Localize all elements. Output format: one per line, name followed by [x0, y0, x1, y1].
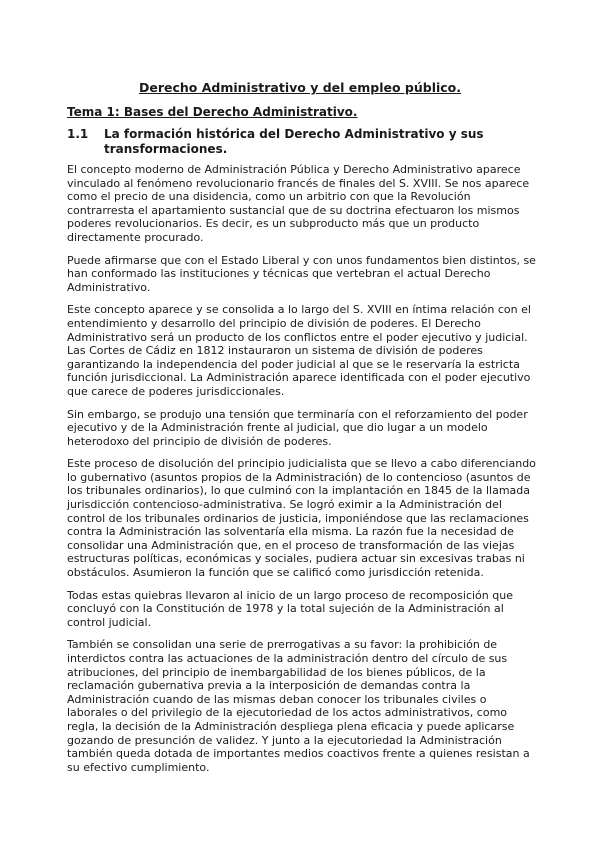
section-heading	[67, 127, 537, 157]
document-title: Derecho Administrativo y del empleo público.	[138, 80, 462, 95]
paragraph: Este proceso de disolución del principio judicialista que se llevo a cabo diferenciando lo gubernativo (asuntos propios de la Administración) de lo contencioso (asuntos de los tribunales ordinarios), lo que culminó con la implantación en 1845 de la llamada jurisdicción contencioso-administrativa. Se logró eximir a la Administración del control de los tribunales ordinarios de justicia, imponiéndose que las reclamaciones contra la Administración las solventaría ella misma. La razón fue la necesidad de consolidar una Administración que, en el proceso de transformación de las viejas estructuras políticas, económicas y sociales, pudiera actuar sin excesivas trabas ni obstáculos. Asumieron la función que se calificó como jurisdicción retenida.	[67, 457, 536, 580]
section-title-text: La formación histórica del Derecho Administrativo y sus transformaciones.	[104, 127, 484, 156]
section-number: 1.1	[67, 127, 89, 141]
paragraph: El concepto moderno de Administración Pública y Derecho Administrativo aparece vinculado al fenómeno revolucionario francés de finales del S. XVIII. Se nos aparece como el precio de una disidencia, como un arbitrio con que la Revolución contrarresta el apartamiento sustancial que de su doctrina efectuaron los mismos poderes revolucionarios. Es decir, es un subproducto más que un producto directamente procurado.	[67, 163, 530, 244]
paragraph: También se consolidan una serie de prerrogativas a su favor: la prohibición de interdictos contra las actuaciones de la administración dentro del círculo de sus atribuciones, del principio de inembargabilidad de los bienes públicos, de la reclamación gubernativa previa a la interposición de demandas contra la Administración cuando de las mismas deban conocer los tribunales civiles o laborales o del privilegio de la ejecutoriedad de los actos administrativos, como regla, la decisión de la Administración despliega plena eficacia y puede aplicarse gozando de presunción de validez. Y junto a la ejecutoriedad la Administración también queda dotada de importantes medios coactivos frente a quienes resistan a su efectivo cumplimiento.	[67, 638, 530, 774]
document-body	[67, 163, 537, 783]
paragraph: Puede afirmarse que con el Estado Liberal y con unos fundamentos bien distintos, se han conformado las instituciones y técnicas que vertebran el actual Derecho Administrativo.	[67, 253, 536, 294]
paragraph: Sin embargo, se produjo una tensión que terminaría con el reforzamiento del poder ejecutivo y de la Administración frente al judicial, que dio lugar a un modelo heterodoxo del principio de división de poderes.	[67, 407, 528, 448]
paragraph: Todas estas quiebras llevaron al inicio de un largo proceso de recomposición que concluyó con la Constitución de 1978 y la total sujeción de la Administración al control judicial.	[67, 588, 513, 629]
paragraph: Este concepto aparece y se consolida a lo largo del S. XVIII en íntima relación con el entendimiento y desarrollo del principio de división de poderes. El Derecho Administrativo será un producto de los conflictos entre el poder ejecutivo y judicial. Las Cortes de Cádiz en 1812 instauraron un sistema de división de poderes garantizando la independencia del poder judicial al que se le reservaría la estricta función jurisdiccional. La Administración aparece identificada con el poder ejecutivo que carece de poderes jurisdiccionales.	[67, 303, 531, 398]
tema-heading: Tema 1: Bases del Derecho Administrativo.	[67, 105, 358, 119]
section-title	[67, 127, 537, 157]
